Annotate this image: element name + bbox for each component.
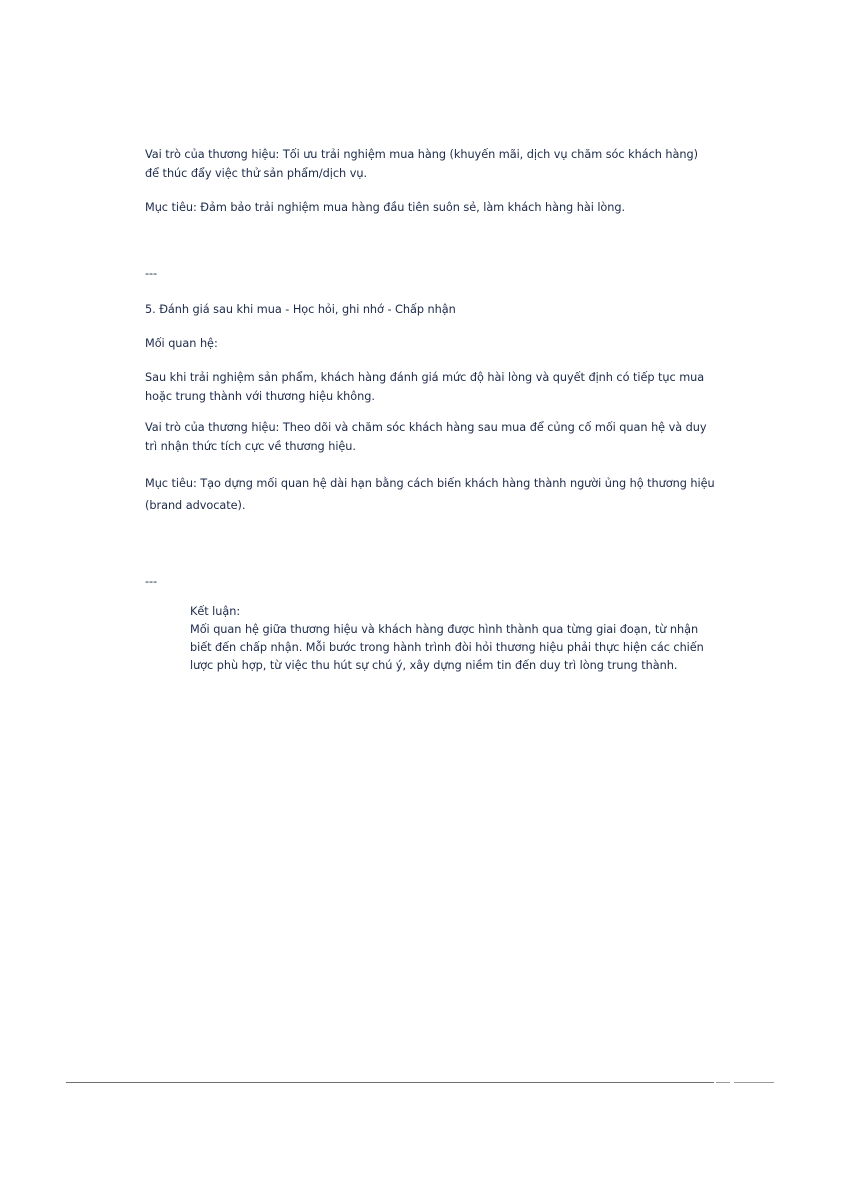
brand-role-paragraph: Vai trò của thương hiệu: Tối ưu trải nghiệm mua hàng (khuyến mãi, dịch vụ chăm sóc khách hàng) để thúc đẩy việc thử sản phẩm/dịch vụ. [145,148,698,180]
conclusion-text: Mối quan hệ giữa thương hiệu và khách hàng được hình thành qua từng giai đoạn, từ nhận biết đến chấp nhận. Mỗi bước trong hành trình đòi hỏi thương hiệu phải thực hiện các chiến lược phù hợp, từ việc thu hút sự chú ý, xây dựng niềm tin đến duy trì lòng trung thành. [190,623,704,672]
relation-label: Mối quan hệ: [145,337,218,350]
footer-dash-1 [716,1082,730,1083]
post-purchase-paragraph: Sau khi trải nghiệm sản phẩm, khách hàng đánh giá mức độ hài lòng và quyết định có tiếp tục mua hoặc trung thành với thương hiệu không. [145,371,705,403]
goal-paragraph-2: Mục tiêu: Tạo dựng mối quan hệ dài hạn bằng cách biến khách hàng thành người ủng hộ thương hiệu (brand advocate). [145,477,715,512]
section-5-heading: 5. Đánh giá sau khi mua - Học hỏi, ghi nhớ - Chấp nhận [145,303,456,316]
separator-2: --- [145,575,158,588]
separator-1: --- [145,267,158,280]
conclusion-title: Kết luận: [190,605,241,618]
conclusion-block [190,603,714,675]
footer-divider [66,1082,714,1083]
goal-paragraph: Mục tiêu: Đảm bảo trải nghiệm mua hàng đầu tiên suôn sẻ, làm khách hàng hài lòng. [145,201,626,214]
brand-role-paragraph-2: Vai trò của thương hiệu: Theo dõi và chăm sóc khách hàng sau mua để củng cố mối quan hệ và duy trì nhận thức tích cực về thương hiệu. [145,421,707,453]
footer-dash-2 [734,1082,774,1083]
